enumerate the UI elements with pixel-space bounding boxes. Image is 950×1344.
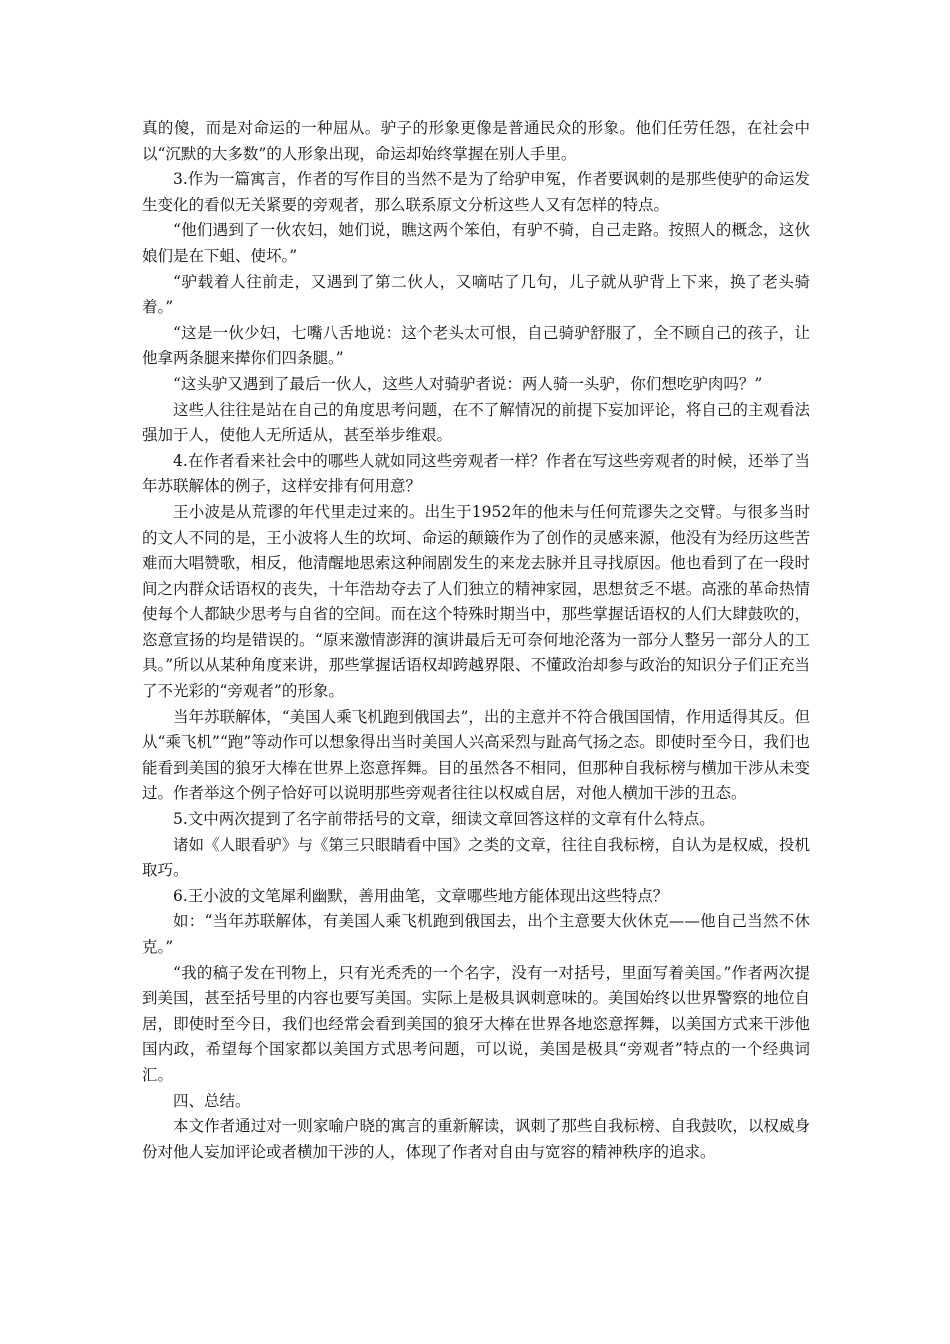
question-4: 4.在作者看来社会中的哪些人就如同这些旁观者一样？作者在写这些旁观者的时候，还举了当年苏联解体的例子，这样安排有何用意？ [142, 451, 810, 496]
answer-4-part-1: 王小波是从荒谬的年代里走过来的。出生于1952年的他未与任何荒谬失之交臂。与很多当时的文人不同的是，王小波将人生的坎坷、命运的颠簸作为了创作的灵感来源，他没有为经历这些苦难而大唱赞歌，相反，他清醒地思索这种闹剧发生的来龙去脉并且寻找原因。他也看到了在一段时间之内群众话语权的丧失，十年浩劫夺去了人们独立的精神家园，思想贫乏不堪。高涨的革命热情使每个人都缺少思考与自省的空间。而在这个特殊时期当中，那些掌握话语权的人们大肆鼓吹的，恣意宣扬的均是错误的。“原来激情澎湃的演讲最后无可奈何地沦落为一部分人整另一部分人的工具。”所以从某种角度来讲，那些掌握话语权却跨越界限、不懂政治却参与政治的知识分子们正充当了不光彩的“旁观者”的形象。 [142, 502, 810, 701]
answer-4-part-2: 当年苏联解体，“美国人乘飞机跑到俄国去”，出的主意并不符合俄国国情，作用适得其反。但从“乘飞机”“跑”等动作可以想象得出当时美国人兴高采烈与趾高气扬之态。即使时至今日，我们也能看到美国的狼牙大棒在世界上恣意挥舞。目的虽然各不相同，但那种自我标榜与横加干涉从未变过。作者举这个例子恰好可以说明那些旁观者往往以权威自居，对他人横加干涉的丑态。 [142, 707, 810, 803]
quote-3: “这是一伙少妇，七嘴八舌地说：这个老头太可恨，自己骑驴舒服了，全不顾自己的孩子，让他拿两条腿来撵你们四条腿。” [142, 323, 810, 368]
question-6: 6.王小波的文笔犀利幽默，善用曲笔，文章哪些地方能体现出这些特点？ [173, 886, 669, 905]
summary-paragraph: 本文作者通过对一则家喻户晓的寓言的重新解读，讽刺了那些自我标榜、自我鼓吹，以权威身份对他人妄加评论或者横加干涉的人，体现了作者对自由与宽容的精神秩序的追求。 [142, 1117, 810, 1161]
answer-6-part-1: 如：“当年苏联解体，有美国人乘飞机跑到俄国去，出个主意要大伙休克——他自己当然不休克。” [142, 912, 810, 956]
quote-2: “驴载着人往前走，又遇到了第二伙人，又嘀咕了几句，儿子就从驴背上下来，换了老头骑着。” [142, 272, 810, 317]
answer-6-part-2: “我的稿子发在刊物上，只有光秃秃的一个名字，没有一对括号，里面写着美国。”作者两次提到美国，甚至括号里的内容也要写美国。实际上是极具讽刺意味的。美国始终以世界警察的地位自居，即使时至今日，我们也经常会看到美国的狼牙大棒在世界各地恣意挥舞，以美国方式来干涉他国内政，希望每个国家都以美国方式思考问题，可以说，美国是极具“旁观者”特点的一个经典词汇。 [142, 963, 810, 1084]
question-3: 3.作为一篇寓言，作者的写作目的当然不是为了给驴申冤，作者要讽刺的是那些使驴的命运发生变化的看似无关紧要的旁观者，那么联系原文分析这些人又有怎样的特点。 [142, 170, 810, 214]
paragraph-continuation: 真的傻，而是对命运的一种屈从。驴子的形象更像是普通民众的形象。他们任劳任怨，在社会中以“沉默的大多数”的人形象出现，命运却始终掌握在别人手里。 [142, 119, 810, 163]
document-body [142, 116, 810, 1165]
answer-3: 这些人往往是站在自己的角度思考问题，在不了解情况的前提下妄加评论，将自己的主观看法强加于人，使他人无所适从，甚至举步维艰。 [142, 400, 810, 445]
answer-5: 诸如《人眼看驴》与《第三只眼睛看中国》之类的文章，往往自我标榜，自认为是权威，投机取巧。 [142, 835, 810, 880]
question-5: 5.文中两次提到了名字前带括号的文章，细读文章回答这样的文章有什么特点。 [173, 810, 715, 829]
section-heading-summary: 四、总结。 [173, 1091, 251, 1110]
quote-1: “他们遇到了一伙农妇，她们说，瞧这两个笨伯，有驴不骑，自己走路。按照人的概念，这伙娘们是在下蛆、使坏。” [142, 221, 810, 265]
quote-4: “这头驴又遇到了最后一伙人，这些人对骑驴者说：两人骑一头驴，你们想吃驴肉吗？” [173, 374, 763, 393]
